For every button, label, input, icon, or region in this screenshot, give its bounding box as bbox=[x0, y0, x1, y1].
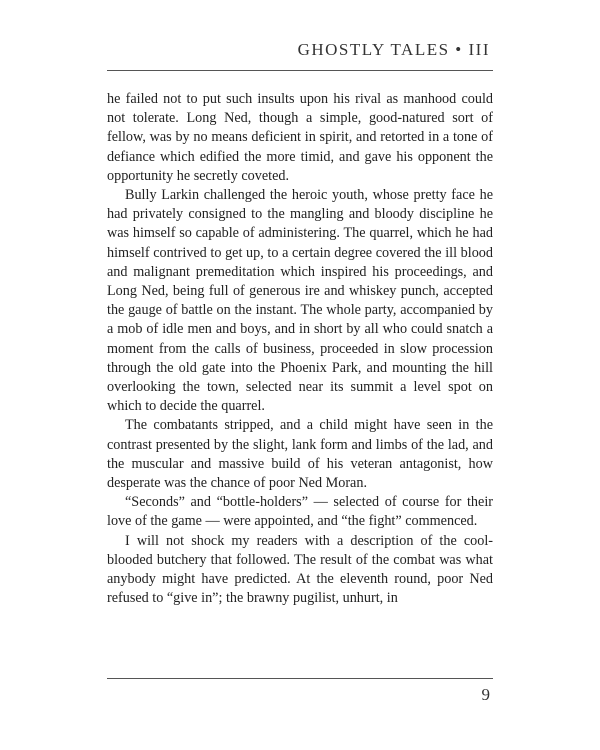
paragraph: he failed not to put such insults upon his rival as manhood could not tolerate. Long Ned, though a simple, good-natured sort of fellow, was by no means deficient in spirit, and retorted in a tone of defiance which edified the more timid, and gave his opponent the opportunity he secretly coveted. bbox=[107, 91, 493, 184]
paragraph: “Seconds” and “bottle-holders” — selected of course for their love of the game — were appointed, and “the fight” commenced. bbox=[107, 494, 493, 530]
paragraph: Bully Larkin challenged the heroic youth, whose pretty face he had privately consigned to the mangling and bloody discipline he was himself so capable of administering. The quarrel, which he had himself contrived to get up, to a certain degree covered the ill blood and malignant premeditation which inspired his proceedings, and Long Ned, being full of generous ire and whiskey punch, accepted the gauge of battle on the instant. The whole party, accompanied by a mob of idle men and boys, and in short by all who could snatch a moment from the calls of business, proceeded in slow procession through the old gate into the Phoenix Park, and mounting the hill overlooking the town, selected near its summit a level spot on which to decide the quarrel. bbox=[107, 187, 493, 415]
footer-rule bbox=[107, 678, 493, 679]
running-head: GHOSTLY TALES • III bbox=[297, 40, 490, 59]
paragraph: The combatants stripped, and a child might have seen in the contrast presented by the slight, lank form and limbs of the lad, and the muscular and massive build of his veteran antagonist, how desperate was the chance of poor Ned Moran. bbox=[107, 417, 493, 492]
header-rule bbox=[107, 70, 493, 71]
body-text bbox=[107, 90, 493, 608]
paragraph: I will not shock my readers with a description of the cool-blooded butchery that followed. The result of the combat was what anybody might have predicted. At the eleventh round, poor Ned refused to “give in”; the brawny pugilist, unhurt, in bbox=[107, 532, 493, 607]
page-number: 9 bbox=[481, 685, 490, 704]
